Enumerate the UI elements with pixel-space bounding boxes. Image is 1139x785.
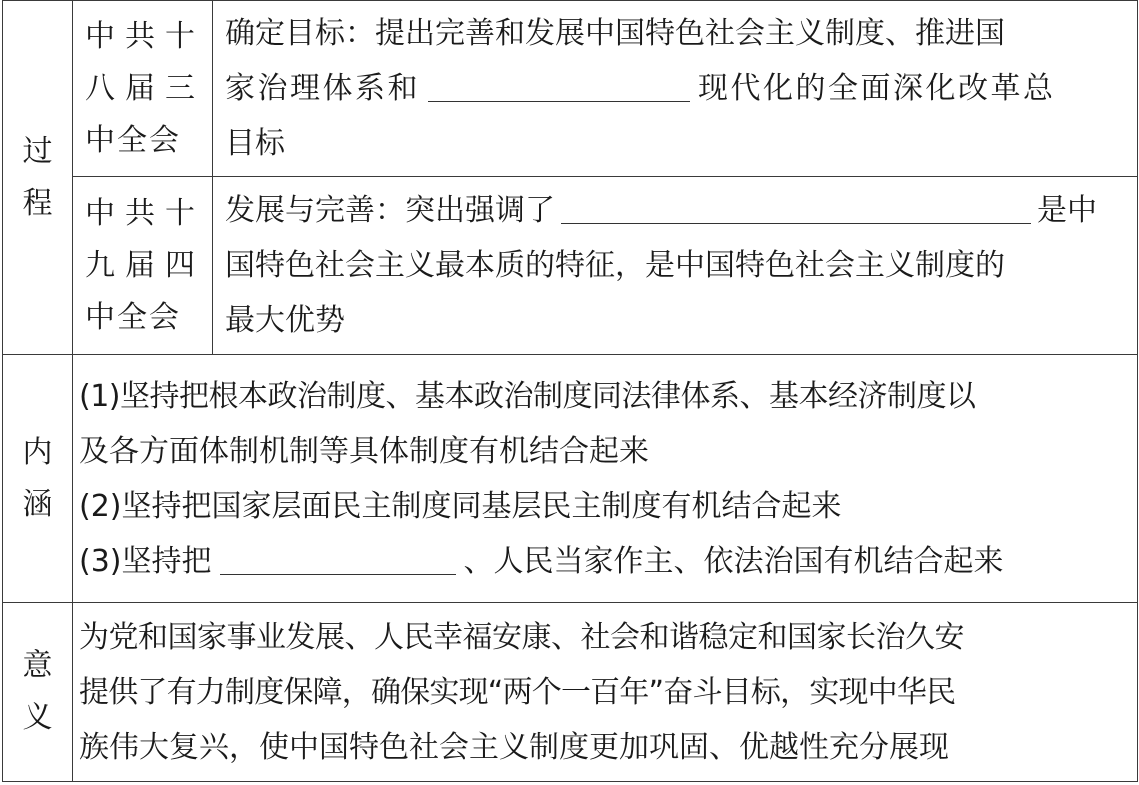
connotation-item-1: (1)坚持把根本政治制度、基本政治制度同法律体系、基本经济制度以 (79, 378, 976, 414)
significance-label (3, 603, 73, 782)
significance-line: 族伟大复兴，使中国特色社会主义制度更加巩固、优越性充分展现 (79, 729, 949, 765)
significance-text (73, 603, 1138, 782)
connotation-label-char: 内 (22, 434, 53, 470)
significance-row (3, 603, 1138, 782)
connotation-text (73, 355, 1138, 603)
fill-in-blank-1[interactable] (428, 71, 690, 102)
plenary-1-name-line: 中 共 十 (85, 18, 197, 54)
plenary-2-text (213, 177, 1138, 355)
plenary-2-text-line: 最大优势 (225, 303, 345, 338)
significance-line: 为党和国家事业发展、人民幸福安康、社会和谐稳定和国家长治久安 (79, 619, 964, 655)
significance-line: 提供了有力制度保障，确保实现“两个一百年”奋斗目标，实现中华民 (79, 674, 956, 710)
plenary-1-name-line: 中全会 (85, 122, 181, 158)
process-label-char: 程 (22, 185, 53, 221)
process-label-char: 过 (22, 133, 53, 169)
plenary-1-text-line: 目标 (225, 126, 285, 161)
connotation-row (3, 355, 1138, 603)
significance-label-char: 义 (22, 700, 53, 735)
process-row-2 (3, 177, 1138, 355)
plenary-1-name-line: 八 届 三 (85, 70, 197, 106)
plenary-1-text-line: 家治理体系和 现代化的全面深化改革总 (225, 71, 1056, 106)
connotation-label-char: 涵 (22, 486, 53, 522)
connotation-item-2: (2)坚持把国家层面民主制度同基层民主制度有机结合起来 (79, 488, 842, 524)
plenary-2-name-line: 中 共 十 (85, 195, 197, 231)
fill-in-blank-2[interactable] (561, 193, 1031, 224)
plenary-2-name (73, 177, 213, 355)
process-label (3, 1, 73, 355)
summary-table (2, 0, 1138, 782)
connotation-label (3, 355, 73, 603)
plenary-2-name-line: 中全会 (85, 299, 181, 335)
plenary-1-text-line: 确定目标：提出完善和发展中国特色社会主义制度、推进国 (225, 16, 1005, 51)
process-row-1 (3, 1, 1138, 177)
fill-in-blank-3[interactable] (220, 544, 456, 575)
connotation-item-3: (3)坚持把 、人民当家作主、依法治国有机结合起来 (79, 543, 1004, 579)
plenary-2-name-line: 九 届 四 (85, 247, 197, 283)
plenary-2-text-line: 发展与完善：突出强调了 是中 (225, 193, 1097, 228)
plenary-1-text (213, 1, 1138, 177)
connotation-item-1: 及各方面体制机制等具体制度有机结合起来 (79, 433, 649, 469)
plenary-2-text-line: 国特色社会主义最本质的特征，是中国特色社会主义制度的 (225, 248, 1005, 283)
plenary-1-name (73, 1, 213, 177)
significance-label-char: 意 (22, 648, 53, 683)
